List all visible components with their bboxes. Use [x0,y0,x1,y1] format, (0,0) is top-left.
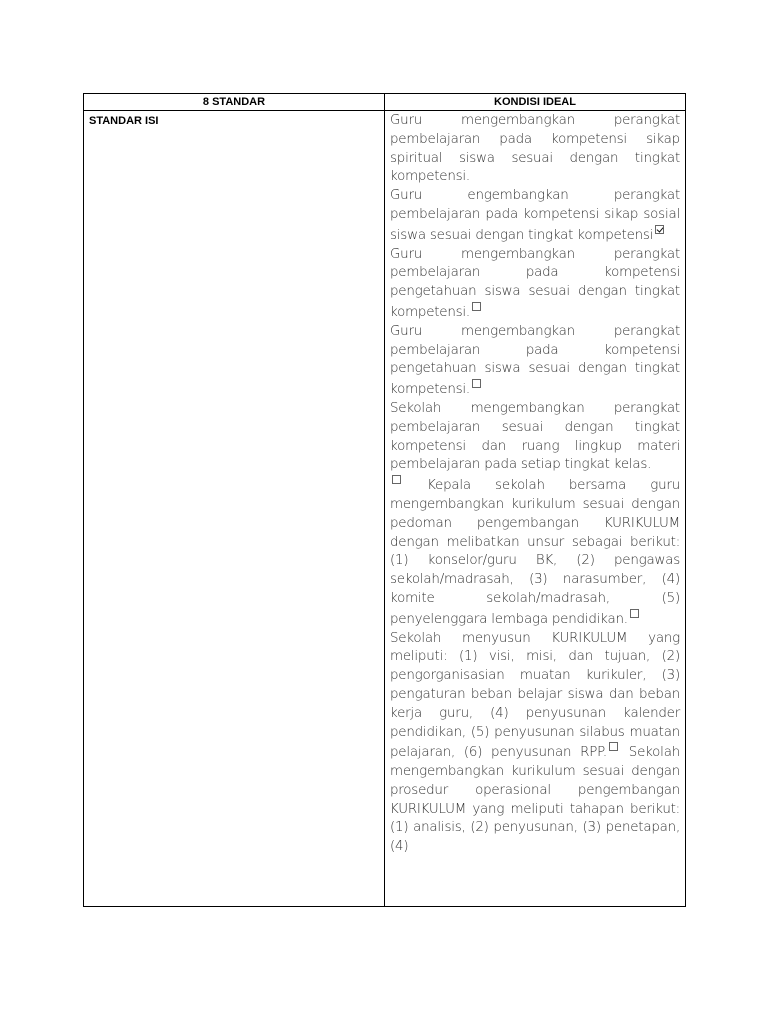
table-row [84,111,686,907]
item-3: Guru mengembangkan perangkat pembelajaran pada kompetensi pengetahuan siswa sesuai dengan tingkat kompetensi. [390,323,680,398]
kondisi-ideal-text [390,112,680,857]
checkbox-icon [609,742,618,751]
item-2: Guru mengembangkan perangkat pembelajaran pada kompetensi pengetahuan siswa sesuai dengan tingkat kompetensi. [390,246,680,320]
checkbox-icon [472,379,481,388]
table-header-row [84,94,686,111]
item-5: Kepala sekolah bersama guru mengembangkan kurikulum sesuai dengan pedoman pengembangan KURIKULUM dengan melibatkan unsur sebagai berikut: (1) konselor/guru BK, (2) pengawas sekolah/madrasah, (3) narasumber, (4) komite sekolah/madrasah, (5) penyelenggara lembaga pendidikan. [390,475,680,629]
header-8-standar: 8 STANDAR [84,94,385,111]
header-kondisi-ideal: KONDISI IDEAL [385,94,686,111]
item-0: Guru mengembangkan perangkat pembelajaran pada kompetensi sikap spiritual siswa sesuai dengan tingkat kompetensi. [390,113,680,185]
checkbox-icon [630,609,639,618]
item-4: Sekolah mengembangkan perangkat pembelajaran sesuai dengan tingkat kompetensi dan ruang lingkup materi pembelajaran pada setiap tingkat kelas. [390,400,680,473]
checkbox-icon [472,302,481,311]
row-label-standar-isi: STANDAR ISI [84,111,385,907]
standards-table [83,93,686,907]
checkbox-icon [392,475,401,484]
checked-checkbox-icon [655,225,664,234]
item-1: Guru engembangkan perangkat pembelajaran pada kompetensi sikap sosial siswa sesuai dengan tingkat kompetensi [390,188,680,243]
document-sheet [83,93,685,907]
item-6-7: Sekolah menyusun KURIKULUM yang meliputi: (1) visi, misi, dan tujuan, (2) pengorganisasian muatan kurikuler, (3) pengaturan beban belajar siswa dan beban kerja guru, (4) penyusunan kalender pendidikan, (5) penyusunan silabus muatan pelajaran, (6) penyusunan RPP. Sekolah mengembangkan kurikulum sesuai dengan prosedur operasional pengembangan KURIKULUM yang meliputi tahapan berikut: (1) analisis, (2) penyusunan, (3) penetapan, (4) [390,630,680,855]
kondisi-ideal-cell [385,111,686,907]
